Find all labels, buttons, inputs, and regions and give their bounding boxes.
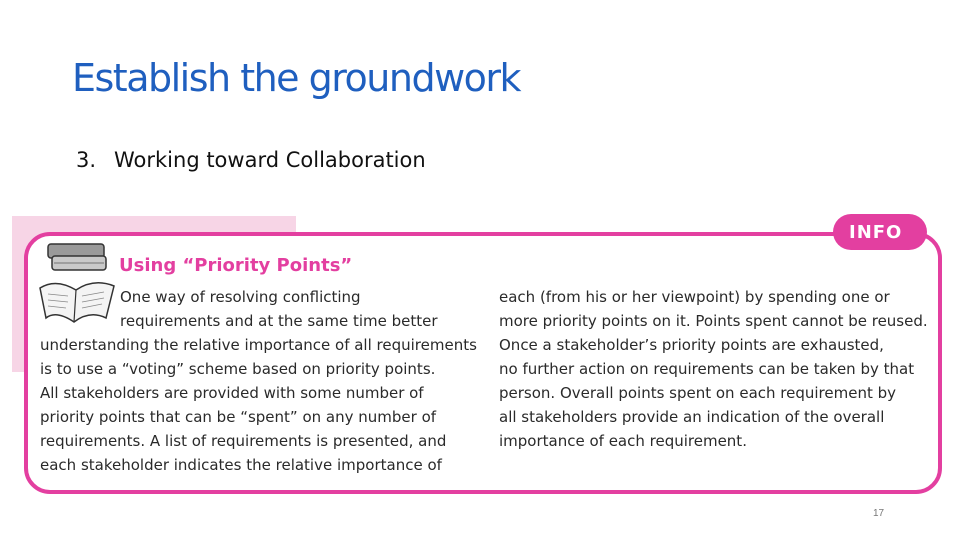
page-number: 17 bbox=[873, 508, 885, 519]
text-line: each (from his or her viewpoint) by spending one or bbox=[499, 288, 890, 306]
text-line: each stakeholder indicates the relative importance of bbox=[40, 456, 442, 474]
text-line: requirements. A list of requirements is presented, and bbox=[40, 432, 447, 450]
slide-title: Establish the groundwork bbox=[72, 56, 521, 100]
text-line: no further action on requirements can be taken by that bbox=[499, 360, 915, 378]
text-line: all stakeholders provide an indication of the overall bbox=[499, 408, 885, 426]
info-box-heading: Using “Priority Points” bbox=[119, 255, 353, 276]
text-line: All stakeholders are provided with some number of bbox=[40, 384, 424, 402]
text-line: understanding the relative importance of all requirements bbox=[40, 336, 477, 354]
subtitle-text: Working toward Collaboration bbox=[114, 148, 426, 172]
text-line: more priority points on it. Points spent cannot be reused. bbox=[499, 312, 928, 330]
text-line: importance of each requirement. bbox=[499, 432, 747, 450]
text-line: requirements and at the same time better bbox=[120, 312, 438, 330]
subtitle-number: 3. bbox=[76, 148, 97, 172]
slide-subtitle bbox=[76, 148, 426, 172]
info-text-left bbox=[40, 285, 477, 477]
text-line: One way of resolving conflicting bbox=[120, 288, 361, 306]
info-text-right bbox=[499, 285, 928, 453]
info-badge-label: INFO bbox=[849, 222, 903, 243]
text-line: person. Overall points spent on each requirement by bbox=[499, 384, 897, 402]
info-badge bbox=[833, 214, 927, 250]
text-line: is to use a “voting” scheme based on priority points. bbox=[40, 360, 436, 378]
text-line: priority points that can be “spent” on any number of bbox=[40, 408, 437, 426]
text-line: Once a stakeholder’s priority points are exhausted, bbox=[499, 336, 884, 354]
